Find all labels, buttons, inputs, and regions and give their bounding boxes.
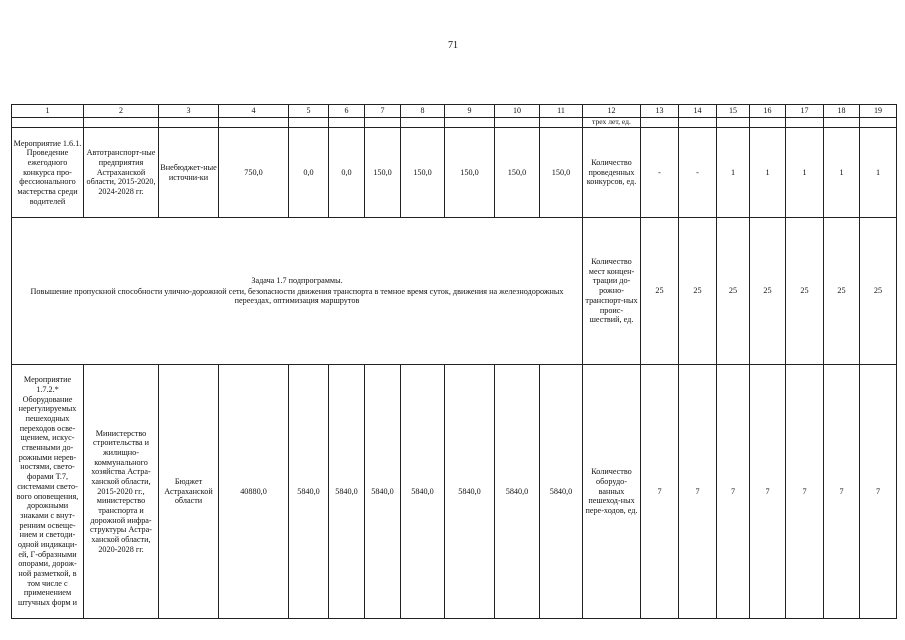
cell (717, 118, 750, 128)
col-header: 3 (159, 105, 219, 118)
col-header: 16 (750, 105, 786, 118)
target-cell: 25 (717, 218, 750, 365)
task-description: Повышение пропускной способности улично-дорожной сети, безопасности движения транспорта в темное время суток, движения на железнодорожных переездах, оптимизация маршрутов (30, 286, 564, 306)
value-cell: 5840,0 (540, 365, 583, 619)
executor: Автотранспорт-ные предприятия Астраханской области, 2015-2020, 2024-2028 гг. (84, 128, 159, 218)
value-cell: 40880,0 (219, 365, 289, 619)
cell (445, 118, 495, 128)
value-cell: 5840,0 (495, 365, 540, 619)
continued-unit: трех лет, ед. (583, 118, 641, 128)
cell (641, 118, 679, 128)
target-cell: 7 (679, 365, 717, 619)
col-header: 17 (786, 105, 824, 118)
col-header: 15 (717, 105, 750, 118)
col-header: 6 (329, 105, 365, 118)
cell (786, 118, 824, 128)
cell (159, 118, 219, 128)
cell (329, 118, 365, 128)
cell (860, 118, 897, 128)
target-cell: 1 (824, 128, 860, 218)
cell (219, 118, 289, 128)
cell (401, 118, 445, 128)
target-cell: - (679, 128, 717, 218)
target-cell: 1 (786, 128, 824, 218)
value-cell: 5840,0 (445, 365, 495, 619)
value-cell: 150,0 (401, 128, 445, 218)
target-cell: 7 (786, 365, 824, 619)
cell (289, 118, 329, 128)
page-number: 71 (448, 40, 458, 51)
value-cell: 5840,0 (365, 365, 401, 619)
task-heading (12, 218, 583, 365)
value-cell: 150,0 (540, 128, 583, 218)
col-header: 13 (641, 105, 679, 118)
cell (84, 118, 159, 128)
cell (750, 118, 786, 128)
target-cell: 1 (750, 128, 786, 218)
col-header: 18 (824, 105, 860, 118)
value-cell: 5840,0 (289, 365, 329, 619)
col-header: 19 (860, 105, 897, 118)
target-cell: 25 (860, 218, 897, 365)
target-cell: 1 (717, 128, 750, 218)
col-header: 14 (679, 105, 717, 118)
task-row-1-7 (12, 218, 897, 365)
col-header: 8 (401, 105, 445, 118)
column-number-row (12, 105, 897, 118)
col-header: 11 (540, 105, 583, 118)
program-table (11, 104, 897, 619)
indicator: Количество проведенных конкурсов, ед. (583, 128, 641, 218)
target-cell: 1 (860, 128, 897, 218)
funding-source: Бюджет Астраханской области (159, 365, 219, 619)
target-cell: - (641, 128, 679, 218)
value-cell: 5840,0 (329, 365, 365, 619)
target-cell: 25 (786, 218, 824, 365)
value-cell: 5840,0 (401, 365, 445, 619)
value-cell: 750,0 (219, 128, 289, 218)
target-cell: 7 (717, 365, 750, 619)
cell (365, 118, 401, 128)
target-cell: 7 (641, 365, 679, 619)
target-cell: 7 (750, 365, 786, 619)
value-cell: 150,0 (365, 128, 401, 218)
indicator: Количество оборудо-ванных пешеход-ных пере-ходов, ед. (583, 365, 641, 619)
cell (495, 118, 540, 128)
target-cell: 25 (824, 218, 860, 365)
cell (679, 118, 717, 128)
continuation-row (12, 118, 897, 128)
col-header: 9 (445, 105, 495, 118)
funding-source: Внебюджет-ные источни-ки (159, 128, 219, 218)
col-header: 10 (495, 105, 540, 118)
value-cell: 150,0 (445, 128, 495, 218)
col-header: 5 (289, 105, 329, 118)
cell (824, 118, 860, 128)
target-cell: 7 (824, 365, 860, 619)
target-cell: 25 (641, 218, 679, 365)
col-header: 7 (365, 105, 401, 118)
value-cell: 0,0 (329, 128, 365, 218)
executor: Министерство строительства и жилищно-коммунального хозяйства Астра-ханской области, 2015-2020 гг., министерство транспорта и дорожной инфра-структуры Астра-ханской области, 2020-2028 гг. (84, 365, 159, 619)
target-cell: 7 (860, 365, 897, 619)
measure-name: Мероприятие 1.7.2.* Оборудование нерегулируемых пешеходных переходов осве-щением, искус-ственными до-рожными нерев-ностями, свето-форами Т.7, системами свето-вого оповещения, дорожными знаками с внут-ренним освеще-нием и светоди-одной индикаци-ей, Г-образными опорами, дорож-ной разметкой, в том числе с применением штучных форм и (12, 365, 84, 619)
indicator: Количество мест концен-трации до-рожно-транспорт-ных проис-шествий, ед. (583, 218, 641, 365)
cell (540, 118, 583, 128)
col-header: 4 (219, 105, 289, 118)
measure-name: Мероприятие 1.6.1. Проведение ежегодного конкурса про-фессионального мастерства среди водителей (12, 128, 84, 218)
value-cell: 150,0 (495, 128, 540, 218)
target-cell: 25 (750, 218, 786, 365)
target-cell: 25 (679, 218, 717, 365)
cell (12, 118, 84, 128)
col-header: 1 (12, 105, 84, 118)
col-header: 2 (84, 105, 159, 118)
measure-row-1-7-2 (12, 365, 897, 619)
task-title: Задача 1.7 подпрограммы. (251, 275, 343, 285)
value-cell: 0,0 (289, 128, 329, 218)
col-header: 12 (583, 105, 641, 118)
measure-row-1-6-1 (12, 128, 897, 218)
